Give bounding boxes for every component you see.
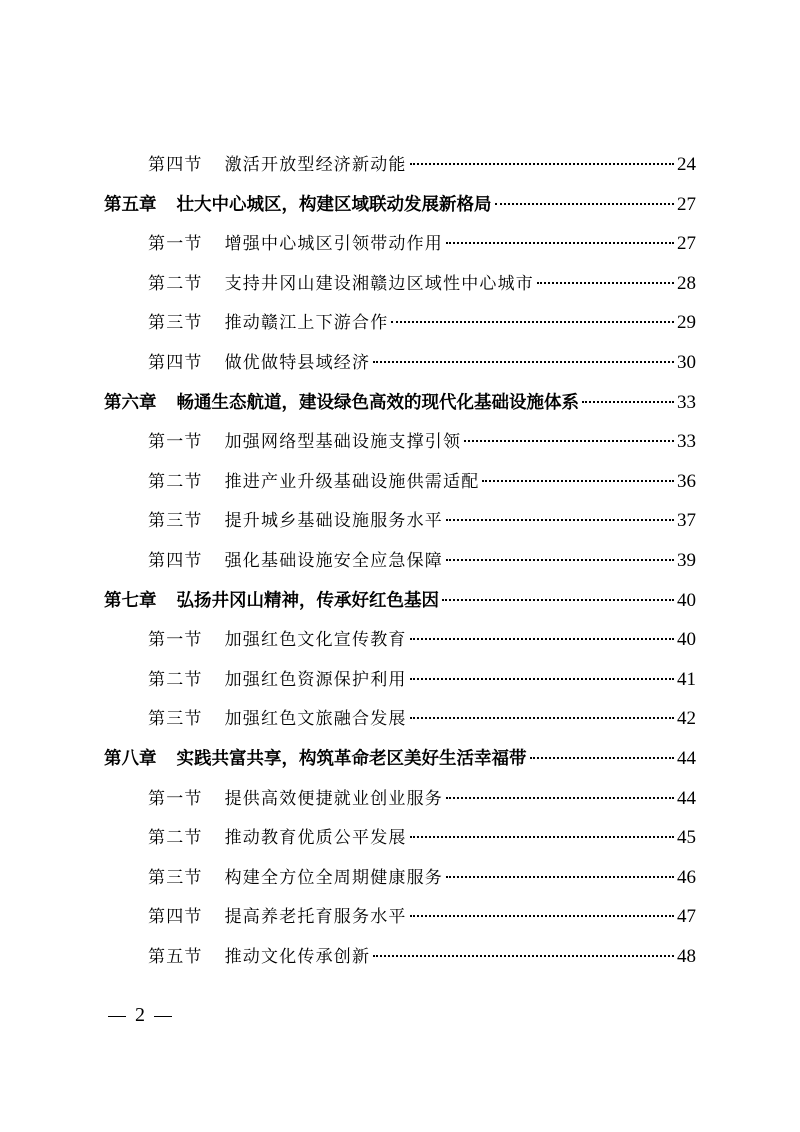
section-label: 第二节: [148, 273, 203, 294]
section-title: 做优做特县域经济: [224, 352, 371, 373]
page-number: 42: [677, 708, 696, 730]
dot-leader: [495, 203, 675, 205]
section-title: 增强中心城区引领带动作用: [224, 234, 444, 255]
toc-chapter-entry[interactable]: [104, 586, 696, 626]
page-number: 33: [677, 431, 696, 453]
section-title: 加强网络型基础设施支撑引领: [224, 432, 462, 453]
page-number: 48: [677, 945, 696, 967]
page-number: 37: [677, 510, 696, 532]
section-title: 加强红色资源保护利用: [224, 669, 407, 690]
page-number: 44: [677, 787, 696, 809]
toc-section-entry[interactable]: [104, 348, 696, 388]
section-label: 第二节: [148, 669, 203, 690]
section-label: 第四节: [148, 352, 203, 373]
toc-section-entry[interactable]: [104, 784, 696, 824]
chapter-label: 第六章: [104, 392, 157, 413]
toc-section-entry[interactable]: [104, 308, 696, 348]
page-number: 40: [677, 589, 696, 611]
section-title: 构建全方位全周期健康服务: [224, 867, 444, 888]
page-number: 46: [677, 866, 696, 888]
section-label: 第三节: [148, 511, 203, 532]
dot-leader: [446, 797, 674, 799]
section-title: 加强红色文旅融合发展: [224, 709, 407, 730]
dot-leader: [530, 757, 675, 759]
section-label: 第四节: [148, 550, 203, 571]
dot-leader: [391, 321, 674, 323]
page-number: 27: [677, 233, 696, 255]
toc-section-entry[interactable]: [104, 427, 696, 467]
dot-leader: [446, 876, 674, 878]
section-title: 推进产业升级基础设施供需适配: [224, 471, 480, 492]
dot-leader: [373, 955, 674, 957]
section-title: 加强红色文化宣传教育: [224, 630, 407, 651]
page-number: 41: [677, 668, 696, 690]
dot-leader: [442, 599, 674, 601]
toc-chapter-entry[interactable]: [104, 190, 696, 230]
chapter-label: 第五章: [104, 194, 157, 215]
section-label: 第三节: [148, 313, 203, 334]
section-title: 推动赣江上下游合作: [224, 313, 389, 334]
chapter-label: 第八章: [104, 748, 157, 769]
section-title: 提供高效便捷就业创业服务: [224, 788, 444, 809]
table-of-contents: [104, 150, 696, 981]
page-footer: [104, 1004, 176, 1027]
page-number: 30: [677, 351, 696, 373]
section-label: 第四节: [148, 907, 203, 928]
dot-leader: [446, 242, 674, 244]
section-label: 第三节: [148, 709, 203, 730]
page-number: 44: [677, 747, 696, 769]
page-number: 33: [677, 391, 696, 413]
page-number: 39: [677, 549, 696, 571]
section-label: 第五节: [148, 946, 203, 967]
dot-leader: [410, 638, 674, 640]
dot-leader: [410, 717, 674, 719]
chapter-title: 弘扬井冈山精神，传承好红色基因: [176, 590, 439, 611]
toc-section-entry[interactable]: [104, 704, 696, 744]
dot-leader: [464, 440, 674, 442]
section-label: 第一节: [148, 788, 203, 809]
toc-section-entry[interactable]: [104, 229, 696, 269]
chapter-title: 实践共富共享，构筑革命老区美好生活幸福带: [176, 748, 527, 769]
toc-section-entry[interactable]: [104, 823, 696, 863]
section-label: 第一节: [148, 432, 203, 453]
dot-leader: [410, 678, 674, 680]
toc-chapter-entry[interactable]: [104, 744, 696, 784]
toc-section-entry[interactable]: [104, 506, 696, 546]
section-label: 第一节: [148, 234, 203, 255]
section-title: 提升城乡基础设施服务水平: [224, 511, 444, 532]
toc-section-entry[interactable]: [104, 942, 696, 982]
dot-leader: [582, 401, 674, 403]
section-label: 第二节: [148, 471, 203, 492]
dot-leader: [446, 559, 674, 561]
page-number: 45: [677, 827, 696, 849]
toc-section-entry[interactable]: [104, 467, 696, 507]
toc-section-entry[interactable]: [104, 625, 696, 665]
footer-page-number: 2: [135, 1004, 145, 1026]
page-number: 27: [677, 193, 696, 215]
chapter-label: 第七章: [104, 590, 157, 611]
dot-leader: [410, 915, 674, 917]
dot-leader: [537, 282, 674, 284]
dot-leader: [410, 836, 674, 838]
page-number: 36: [677, 470, 696, 492]
dot-leader: [410, 163, 674, 165]
section-label: 第一节: [148, 630, 203, 651]
page-number: 24: [677, 154, 696, 175]
chapter-title: 畅通生态航道，建设绿色高效的现代化基础设施体系: [176, 392, 579, 413]
page-number: 40: [677, 629, 696, 651]
toc-section-entry[interactable]: [104, 665, 696, 705]
dash-left: [108, 1016, 126, 1017]
section-label: 第二节: [148, 828, 203, 849]
section-title: 提高养老托育服务水平: [224, 907, 407, 928]
chapter-title: 壮大中心城区，构建区域联动发展新格局: [176, 194, 492, 215]
toc-section-entry[interactable]: [104, 863, 696, 903]
toc-section-entry[interactable]: [104, 546, 696, 586]
page-number: 47: [677, 906, 696, 928]
page-number: 29: [677, 312, 696, 334]
toc-section-entry[interactable]: [104, 150, 696, 190]
dot-leader: [373, 361, 674, 363]
section-label: 第三节: [148, 867, 203, 888]
section-title: 支持井冈山建设湘赣边区域性中心城市: [224, 273, 535, 294]
toc-section-entry[interactable]: [104, 269, 696, 309]
page-number: 28: [677, 272, 696, 294]
toc-chapter-entry[interactable]: [104, 388, 696, 428]
dot-leader: [482, 480, 674, 482]
toc-section-entry[interactable]: [104, 902, 696, 942]
section-label: 第四节: [148, 155, 203, 175]
section-title: 激活开放型经济新动能: [224, 155, 407, 175]
section-title: 推动文化传承创新: [224, 946, 371, 967]
section-title: 强化基础设施安全应急保障: [224, 550, 444, 571]
dot-leader: [446, 519, 674, 521]
dash-right: [154, 1016, 172, 1017]
section-title: 推动教育优质公平发展: [224, 828, 407, 849]
